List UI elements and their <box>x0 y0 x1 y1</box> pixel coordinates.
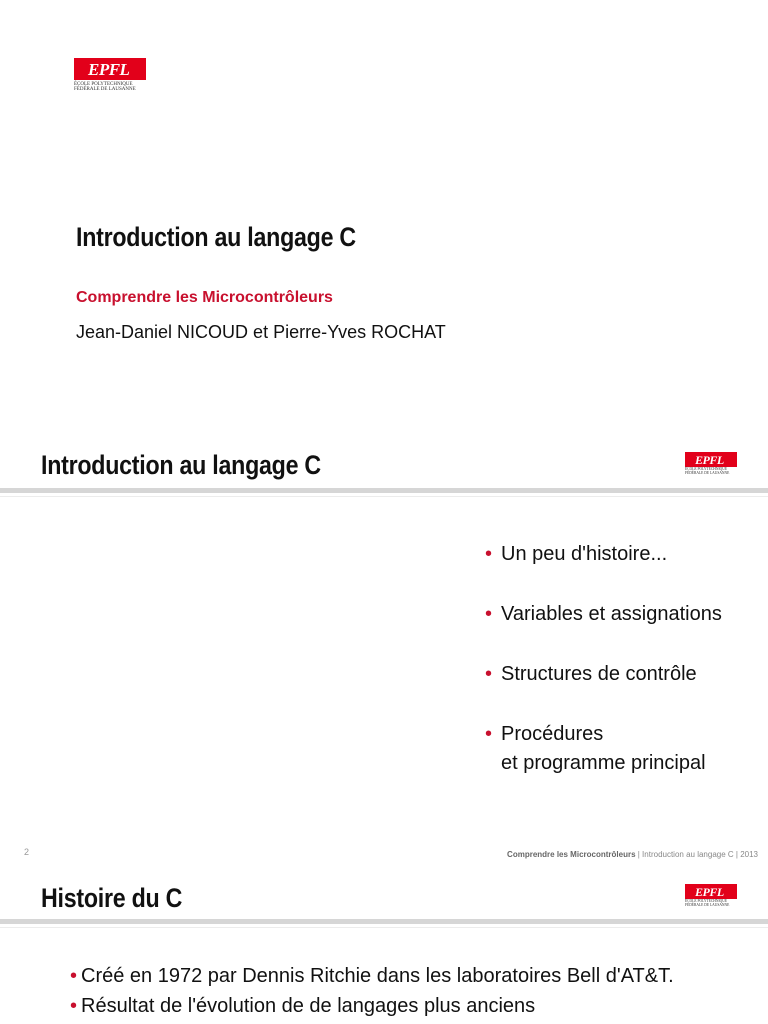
bullet-marker: • <box>70 995 78 1017</box>
epfl-logo-mark: EPFL <box>695 452 724 467</box>
bullet-text: Un peu d'histoire... <box>501 543 668 565</box>
bullet-item <box>485 603 722 626</box>
bullet-item <box>485 723 706 775</box>
bullet-item <box>485 543 667 566</box>
bullet-marker: • <box>485 543 493 565</box>
page-number: 2 <box>24 847 30 857</box>
slide3-title: Histoire du C <box>41 883 183 913</box>
slide2-header-rule-thin <box>0 496 768 497</box>
slide1-authors: Jean-Daniel NICOUD et Pierre-Yves ROCHAT <box>76 322 446 342</box>
epfl-logo-line2: FÉDÉRALE DE LAUSANNE <box>685 470 730 475</box>
epfl-logo-line1: ÉCOLE POLYTECHNIQUE <box>685 899 728 903</box>
bullet-marker: • <box>485 723 493 745</box>
slide3-header-rule <box>0 919 768 924</box>
epfl-logo-line2: FÉDÉRALE DE LAUSANNE <box>685 902 730 907</box>
bullet-item <box>70 995 535 1018</box>
bullet-marker: • <box>485 663 493 685</box>
bullet-text: Variables et assignations <box>501 603 722 625</box>
slide2-header-rule <box>0 488 768 493</box>
epfl-logo-small <box>685 884 737 908</box>
epfl-logo-mark: EPFL <box>88 59 130 79</box>
epfl-logo-line2: FÉDÉRALE DE LAUSANNE <box>74 87 136 93</box>
epfl-logo-bar <box>685 884 737 899</box>
epfl-logo-bar <box>685 452 737 467</box>
bullet-marker: • <box>70 965 78 987</box>
slide1-subtitle: Comprendre les Microcontrôleurs <box>76 289 333 306</box>
bullet-text: Créé en 1972 par Dennis Ritchie dans les laboratoires Bell d'AT&T. <box>81 965 674 987</box>
bullet-text: Procédures <box>501 723 604 745</box>
epfl-logo-line1: ÉCOLE POLYTECHNIQUE <box>74 82 133 87</box>
epfl-logo-line1: ÉCOLE POLYTECHNIQUE <box>685 467 728 471</box>
bullet-item <box>485 663 697 686</box>
bullet-marker: • <box>485 603 493 625</box>
slide-footer <box>507 850 758 859</box>
bullet-text: Structures de contrôle <box>501 663 697 685</box>
footer-course: Comprendre les Microcontrôleurs <box>507 850 636 859</box>
bullet-text: Résultat de l'évolution de de langages plus anciens <box>81 995 536 1017</box>
slide2-title: Introduction au langage C <box>41 450 321 480</box>
bullet-item <box>70 965 674 988</box>
footer-rest: | Introduction au langage C | 2013 <box>635 850 758 859</box>
epfl-logo <box>74 58 146 93</box>
slide3-header-rule-thin <box>0 927 768 928</box>
epfl-logo-mark: EPFL <box>695 884 724 899</box>
bullet-text-continuation: et programme principal <box>501 752 706 774</box>
slide1-title: Introduction au langage C <box>76 222 356 252</box>
epfl-logo-small <box>685 452 737 476</box>
epfl-logo-bar <box>74 58 146 80</box>
